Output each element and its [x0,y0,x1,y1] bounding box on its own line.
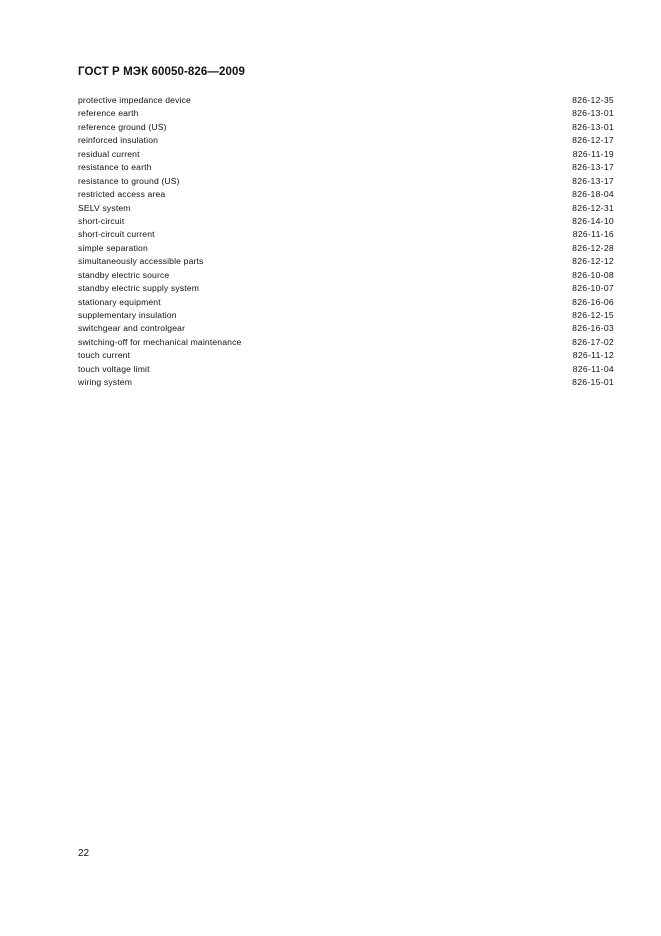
document-header-title: ГОСТ Р МЭК 60050-826—2009 [78,66,245,78]
index-term: protective impedance device [78,95,191,105]
index-term: short-circuit [78,215,125,226]
index-row [78,376,614,389]
index-code: 826-16-03 [572,323,614,334]
page-number: 22 [78,848,90,859]
index-row [78,309,614,322]
index-term: touch voltage limit [78,363,150,374]
index-row [78,188,614,201]
index-code: 826-13-17 [572,162,614,173]
index-row [78,148,614,161]
index-term: short-circuit current [78,229,155,240]
index-code: 826-11-16 [572,229,614,240]
index-row [78,363,614,376]
index-term: reference earth [78,108,139,119]
index-row [78,228,614,241]
index-term: restricted access area [78,189,166,200]
index-term: resistance to ground (US) [78,175,180,186]
index-row [78,107,614,120]
index-code: 826-12-12 [572,256,614,267]
index-term: reinforced insulation [78,135,159,146]
index-term: switchgear and controlgear [78,323,186,334]
index-row [78,336,614,349]
index-term: touch current [78,350,131,361]
index-code: 826-12-17 [572,135,614,146]
index-row [78,269,614,282]
index-term: residual current [78,148,140,159]
index-row [78,349,614,362]
index-code: 826-12-31 [572,202,614,213]
index-row [78,175,614,188]
index-term: wiring system [78,377,132,388]
index-code: 826-12-35 [572,95,614,105]
index-code: 826-16-06 [572,296,614,307]
index-row [78,202,614,215]
index-term: switching-off for mechanical maintenance [78,336,242,347]
index-row [78,255,614,268]
term-index-list [78,94,614,390]
index-term: simple separation [78,242,148,253]
index-row [78,215,614,228]
index-code: 826-11-19 [572,148,614,159]
index-code: 826-18-04 [572,189,614,200]
index-term: standby electric supply system [78,283,200,294]
index-code: 826-11-04 [572,363,614,374]
index-term: reference ground (US) [78,121,167,132]
index-row [78,121,614,134]
index-code: 826-12-28 [572,242,614,253]
index-term: stationary equipment [78,296,161,307]
index-row [78,322,614,335]
index-term: resistance to earth [78,162,152,173]
index-code: 826-13-17 [572,175,614,186]
index-term: standby electric source [78,269,170,280]
index-code: 826-10-07 [572,283,614,294]
index-code: 826-17-02 [572,336,614,347]
index-term: supplementary insulation [78,310,177,320]
index-row [78,94,614,107]
index-code: 826-13-01 [572,121,614,132]
index-row [78,161,614,174]
index-code: 826-15-01 [572,377,614,388]
index-code: 826-11-12 [572,350,614,361]
index-row [78,296,614,309]
index-term: SELV system [78,202,131,213]
index-code: 826-10-08 [572,269,614,280]
index-code: 826-13-01 [572,108,614,119]
index-code: 826-12-15 [572,310,614,320]
index-code: 826-14-10 [572,215,614,226]
index-term: simultaneously accessible parts [78,256,204,267]
index-row [78,242,614,255]
index-row [78,134,614,147]
index-row [78,282,614,295]
